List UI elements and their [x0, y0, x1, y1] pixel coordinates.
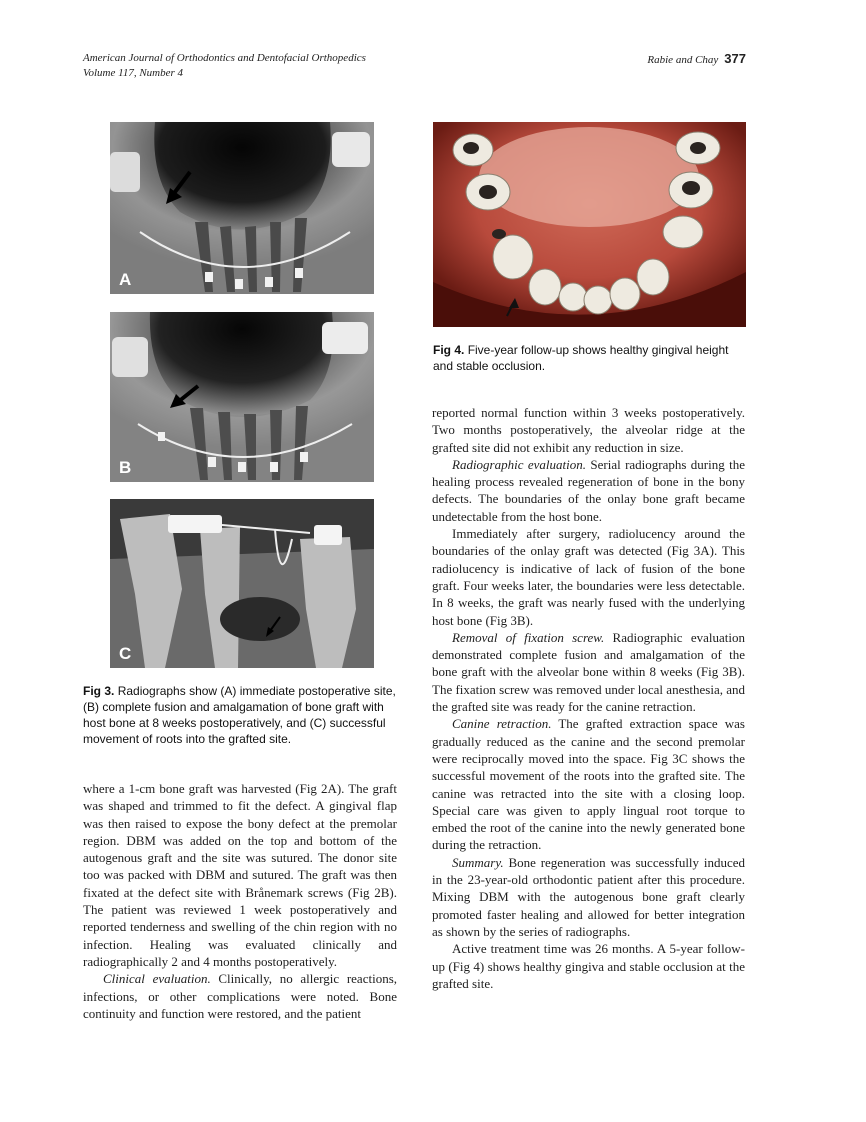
right-paragraph-2 [432, 456, 745, 525]
summary-heading: Summary. [452, 854, 504, 870]
right-paragraph-5-text: The grafted extraction space was gradually reduced as the canine and the second premolar were reciprocally moved into the space. Fig 3C shows the successful movement of the roots into the grafted site. The canine was retracted into the site with a closing loop. Special care was given to apply lingual root torque to embed the root of the canine into the newly generated bone during the retraction. [432, 716, 745, 853]
figure-3-caption-text: Radiographs show (A) immediate postoperative site, (B) complete fusion and amalgamation of bone graft with host bone at 8 weeks postoperatively, and (C) successful movement of roots into the grafted site. [83, 684, 396, 746]
panel-label-c: C [119, 644, 132, 663]
running-header-right [647, 51, 746, 68]
figure-4-photo [433, 122, 746, 327]
clinical-evaluation-heading: Clinical evaluation. [103, 971, 211, 987]
right-paragraph-2-text: Serial radiographs during the healing process revealed regeneration of bone in the bony defects. The boundaries of the onlay bone graft became undetectable from the host bone. [432, 456, 746, 524]
journal-title: American Journal of Orthodontics and Dentofacial Orthopedics [83, 52, 366, 64]
page-number: 377 [724, 51, 746, 66]
left-paragraph-2-text: Clinically, no allergic reactions, infections, or other complications were noted. Bone continuity and function were restored, and the patient [83, 971, 398, 1021]
right-paragraph-4 [432, 629, 745, 715]
radiographic-evaluation-heading: Radiographic evaluation. [452, 456, 586, 472]
panel-label-b: B [119, 458, 132, 477]
figure-4-caption-text: Five-year follow-up shows healthy gingival height and stable occlusion. [433, 343, 729, 373]
fixation-screw-heading: Removal of fixation screw. [452, 629, 605, 645]
figure-3-caption [83, 683, 399, 747]
canine-retraction-heading: Canine retraction. [452, 716, 552, 732]
figure-3b-radiograph [110, 312, 374, 482]
figure-3-caption-label: Fig 3. [83, 684, 115, 698]
figure-3a-radiograph [110, 122, 374, 294]
figure-4-caption-label: Fig 4. [433, 343, 465, 357]
running-header-left [83, 51, 366, 81]
journal-volume: Volume 117, Number 4 [83, 67, 184, 79]
left-paragraph-1: where a 1-cm bone graft was harvested (Fig 2A). The graft was shaped and trimmed to fit the defect. A gingival flap was then raised to expose the bony defect at the premolar region. DBM was added on the top and bottom of the autogenous graft and the site was sutured. The donor site too was packed with DBM and sutured. The graft was then fixated at the defect site with Brånemark screws (Fig 2B). The patient was reviewed 1 week postoperatively and reported tenderness and swelling of the chin region with no infection. Healing was evaluated clinically and radiographically 2 and 4 months postoperatively. [83, 781, 397, 969]
right-paragraph-3: Immediately after surgery, radiolucency around the boundaries of the onlay graft was detected (Fig 3A). This radiolucency is indicative of lack of fusion of the bone graft. Four weeks later, the boundaries were less detectable. In 8 weeks, the graft was nearly fused with the underlying host bone (Fig 3B). [432, 526, 745, 628]
right-paragraph-6 [432, 854, 745, 940]
right-paragraph-4-text: Radiographic evaluation demonstrated complete fusion and amalgamation of the bone graft with the alveolar bone within 8 weeks (Fig 3B). The fixation screw was removed under local anesthesia, and the grafted site was ready for the canine retraction. [432, 629, 745, 715]
right-paragraph-6-text: Bone regeneration was successfully induced in the 23-year-old orthodontic patient after this procedure. Mixing DBM with the autogenous bone graft clearly promoted faster healing and allowed for better integration as shown by the series of radiographs. [432, 854, 745, 939]
author-names: Rabie and Chay [647, 54, 719, 66]
panel-label-a: A [119, 270, 132, 289]
figure-4-caption [433, 342, 749, 374]
left-paragraph-2 [83, 970, 397, 1022]
right-paragraph-7: Active treatment time was 26 months. A 5-year follow-up (Fig 4) shows healthy gingiva and stable occlusion at the grafted site. [432, 941, 745, 991]
right-column [432, 404, 745, 992]
figure-3c-radiograph [110, 499, 374, 668]
right-paragraph-1: reported normal function within 3 weeks postoperatively. Two months postoperatively, the alveolar ridge at the grafted site did not exhibit any reduction in size. [432, 405, 745, 455]
left-column [83, 780, 397, 1022]
right-paragraph-5 [432, 715, 745, 853]
